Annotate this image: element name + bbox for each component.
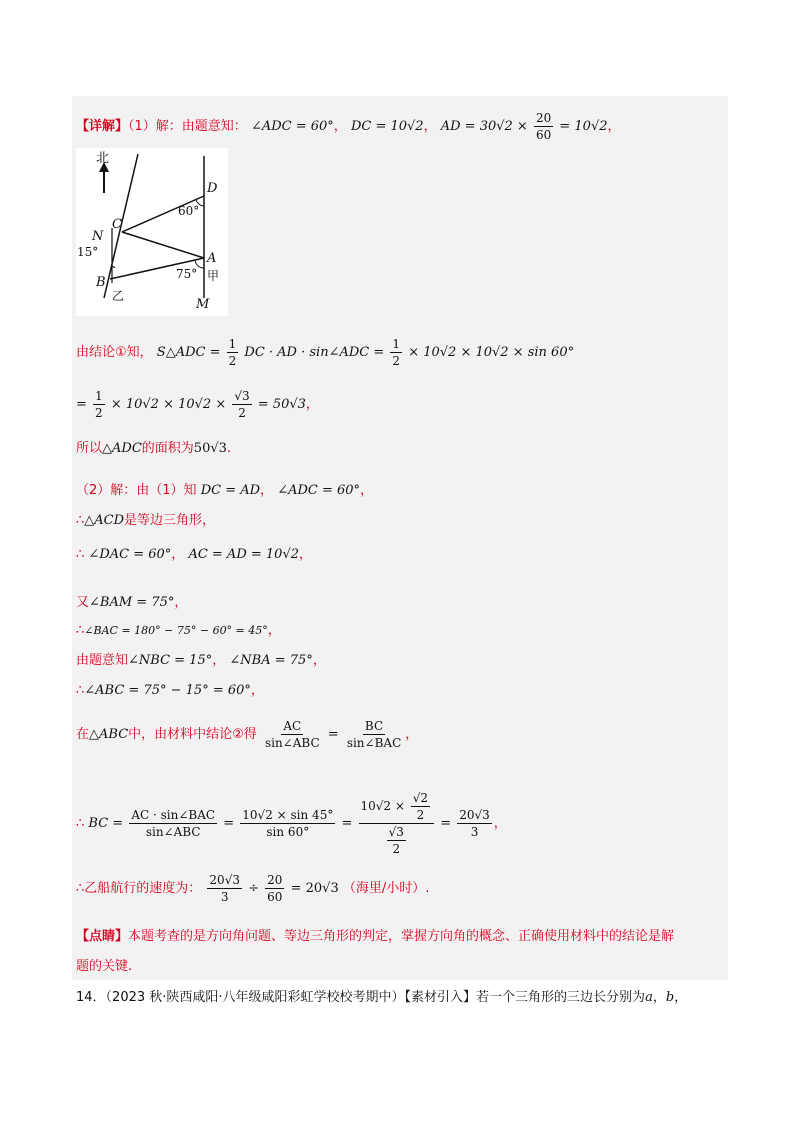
comment-text-2: 题的关键. [76,959,133,974]
part1-label: （1）解：由题意知： [128,119,247,134]
geometry-figure [76,148,228,316]
comma: ， [260,483,274,498]
equals: = [223,816,235,831]
label-m: M [196,297,210,312]
dac-line [76,546,312,564]
area-value: 50√3 [193,441,227,456]
frac-num-part: 10√2 × [360,799,405,813]
comma: ， [607,119,621,134]
frac-num: √3 [388,825,404,839]
therefore-symbol: ∴ [76,816,85,831]
fraction-bc-3 [359,790,435,857]
comma: ， [405,727,419,742]
fraction-speed-1 [207,872,242,905]
fraction-half-1 [227,336,239,369]
concl2-tail: = 50√3 [257,397,306,412]
therefore-symbol: ∴ [76,683,85,698]
label-d: D [207,181,218,196]
q14-tag: 【素材引入】 [404,990,477,1005]
part2-line [76,482,373,500]
in-triangle: △ABC [89,727,129,742]
speed-line [76,872,429,905]
frac-den: sin∠BAC [346,736,402,750]
q14-source: （2023 秋·陕西咸阳·八年级咸阳彩虹学校校考期中） [105,990,405,1005]
fraction-ac-sin [263,718,322,751]
comma: ， [423,119,437,134]
label-jia: 甲 [207,269,220,283]
comment-text-1: 本题考查的是方向角问题、等边三角形的判定，掌握方向角的概念、正确使用材料中的结论是解 [128,929,675,944]
area-line [76,440,231,458]
q14-var-a: a [645,990,653,1005]
therefore-symbol: ∴ [76,513,85,528]
label-75: 75° [176,267,198,281]
frac-num: AC · sin∠BAC [131,808,216,822]
question-14 [76,988,687,1008]
divide-sign: ÷ [248,881,260,896]
bc-line [76,790,507,857]
concl1-s: S△ADC = [156,345,221,360]
bac-line [76,622,281,640]
frac-den: 60 [535,128,552,142]
frac-num: √2 [412,791,429,805]
nbc-eq: ∠NBC = 15° [128,653,213,668]
speed-result: = 20√3 [290,881,339,896]
label-a: A [207,251,217,266]
therefore-symbol: ∴ [76,623,85,638]
label-15: 15° [77,245,99,259]
comment-tag: 【点睛】 [76,929,129,944]
comma: ， [171,547,185,562]
equals: = [327,727,339,742]
eq-adc: ∠ADC = 60° [250,119,334,134]
concl1-prefix: 由结论①知， [76,345,153,360]
p2-eq2: ∠ADC = 60° [277,483,361,498]
equilateral-line [76,512,215,530]
speed-prefix: ∴乙船航行的速度为： [76,881,202,896]
comma: ， [250,683,264,698]
concl2-head: = [76,397,87,412]
p2-eq: DC = AD [200,483,261,498]
frac-num: BC [364,719,384,733]
frac-num: 1 [95,389,103,403]
concl2-mid: × 10√2 × 10√2 × [110,397,227,412]
fraction-bc-2 [240,807,335,840]
bac-eq: ∠BAC = 180° − 75° − 60° = 45° [84,624,268,637]
comma: ， [299,547,313,562]
dac-eq: ∠DAC = 60° [88,547,172,562]
label-north: 北 [96,151,110,166]
label-60: 60° [178,204,200,218]
frac-num: 10√2 × sin 45° [242,808,334,822]
comma: ， [305,397,319,412]
bc-lhs: BC = [88,816,124,831]
detail-tag: 【详解】 [76,119,129,134]
frac-num: 20 [267,873,283,887]
fraction-sqrt2-2 [411,790,430,823]
frac-den: sin∠ABC [145,825,201,839]
speed-unit: （海里/小时）. [342,881,430,896]
comma: ， [267,623,281,638]
label-yi: 乙 [112,289,125,303]
comma: ， [493,816,507,831]
figure-svg [76,148,228,316]
comma: ， [360,483,374,498]
comma: ， [174,595,188,610]
frac-den: sin∠ABC [264,736,320,750]
frac-num: AC [283,719,302,733]
eq-dc: DC = 10√2 [350,119,424,134]
segment-ca [122,232,204,258]
fraction-bc-sin [345,718,403,751]
frac-num: √3 [234,389,250,403]
frac-num: 20√3 [459,808,490,822]
label-n: N [92,229,104,244]
label-c: C [112,217,122,232]
also-label: 又 [76,595,90,610]
equil-text: 是等边三角形， [124,513,216,528]
frac-den: 2 [228,354,237,368]
q14-text: 若一个三角形的三边长分别为 [476,990,646,1005]
known-line [76,652,326,670]
therefore-symbol: ∴ [76,547,85,562]
concl1-tail: × 10√2 × 10√2 × sin 60° [408,345,575,360]
q14-number: 14． [76,990,106,1005]
fraction-bc-4 [457,807,492,840]
area-prefix: 所以 [76,441,103,456]
area-mid: 的面积为 [141,441,194,456]
q14-var-b: b [665,990,675,1005]
frac-den: 60 [267,890,283,904]
in-mid: 中，由材料中结论②得 [128,727,257,742]
eq-ad-lhs: AD = 30√2 × [440,119,528,134]
frac-den: 2 [416,808,425,822]
area-triangle: △ADC [102,441,142,456]
frac-den: 2 [95,406,103,420]
equals: = [341,816,353,831]
q14-tail: ， [674,990,688,1005]
equals: = [440,816,452,831]
comment-line-2 [76,958,132,976]
concl1-mid: DC · AD · sin∠ADC = [244,345,385,360]
conclusion-1-line [76,336,574,369]
abc-eq: ∠ABC = 75° − 15° = 60° [84,683,251,698]
frac-den-complex [383,824,410,857]
fraction-bc-1 [129,807,217,840]
bam-eq: ∠BAM = 75° [89,595,175,610]
fraction-half-3 [93,388,105,421]
frac-den: 2 [238,406,246,420]
frac-num: 1 [228,337,237,351]
fraction-speed-2 [265,872,284,905]
label-b: B [96,275,106,290]
equil-triangle: △ACD [84,513,125,528]
eq-ad-rhs: = 10√2 [559,119,608,134]
nba-eq: ∠NBA = 75° [229,653,313,668]
part2-label: （2）解：由（1）知 [76,483,197,498]
comment-line-1 [76,928,674,946]
comma: ， [333,119,347,134]
fraction-half-2 [390,336,402,369]
conclusion-2-line [76,388,319,421]
comma: ， [212,653,226,668]
fraction-sqrt3-2b [387,824,406,857]
frac-den: 2 [392,354,401,368]
bam-line [76,594,187,612]
in-prefix: 在 [76,727,90,742]
fraction-sqrt3-2 [232,388,251,421]
q14-sep: ， [652,990,666,1005]
detail-line-1 [76,110,621,143]
frac-den: 3 [470,825,479,839]
fraction-20-60 [534,110,553,143]
frac-num: 20√3 [209,873,240,887]
frac-num-complex [359,790,435,824]
sine-rule-line [76,718,418,751]
comma: ， [312,653,326,668]
frac-den: sin 60° [266,825,310,839]
known-label: 由题意知 [76,653,129,668]
frac-num: 1 [392,337,401,351]
period: . [226,441,232,456]
frac-den: 2 [392,842,401,856]
frac-num: 20 [535,111,552,125]
ac-ad-eq: AC = AD = 10√2 [188,547,299,562]
abc-line [76,682,264,700]
frac-den: 3 [220,890,229,904]
